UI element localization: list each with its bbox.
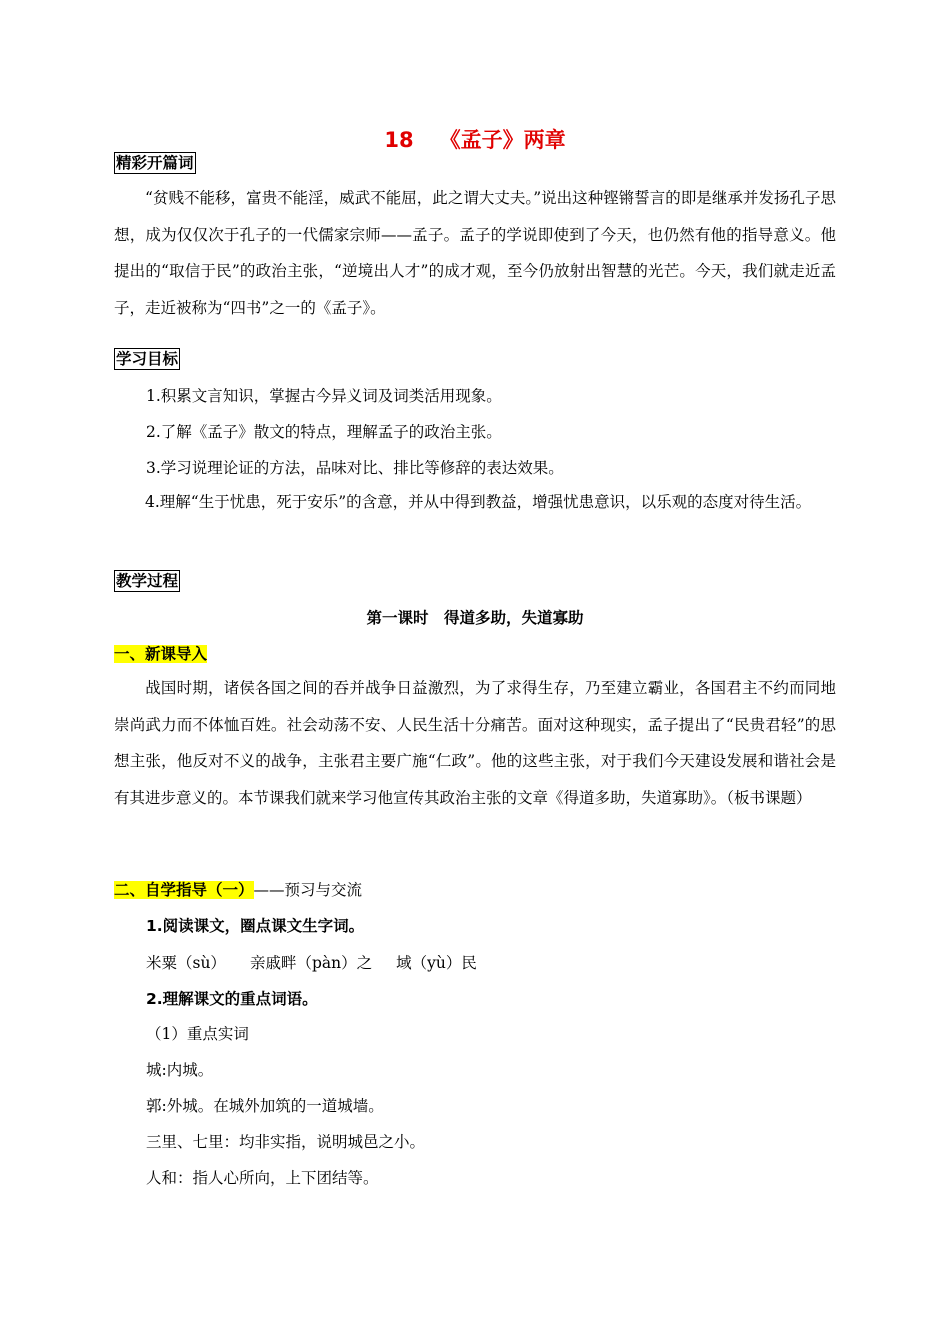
part1-paragraph <box>114 670 836 816</box>
part2-heading-text: 二、自学指导（一） <box>114 881 254 899</box>
part2-subheading: （1）重点实词 <box>146 1025 249 1043</box>
part2-heading-suffix: ——预习与交流 <box>253 881 363 899</box>
vocab-word: 亲戚畔（pàn）之 <box>249 954 373 972</box>
lesson-title: 第一课时 得道多助，失道寡助 <box>366 609 584 627</box>
vocab-word: 米粟（sù） <box>146 954 226 972</box>
vocab-words-row <box>146 953 477 973</box>
document-title <box>0 124 950 154</box>
opening-text: “贫贱不能移，富贵不能淫，威武不能屈，此之谓大丈夫。”说出这种铿锵誓言的即是继承并发扬孔子思想，成为仅仅次于孔子的一代儒家宗师——孟子。孟子的学说即使到了今天，也仍然有他的指导意义。他提出的“取信于民”的政治主张，“逆境出人才”的成才观，至今仍放射出智慧的光芒。今天，我们就走近孟子，走近被称为“四书”之一的《孟子》。 <box>114 189 836 317</box>
section-heading-process: 教学过程 <box>116 572 179 590</box>
vocab-word: 域（yù）民 <box>396 954 477 972</box>
section-heading-opening: 精彩开篇词 <box>116 154 194 172</box>
goal-item-text: 4.理解“生于忧患，死于安乐”的含意，并从中得到教益，增强忧患意识，以乐观的态度对待生活。 <box>145 493 812 511</box>
part2-item2: 2.理解课文的重点词语。 <box>146 990 318 1008</box>
goal-item: 1.积累文言知识，掌握古今异义词及词类活用现象。 <box>146 387 502 405</box>
chapter-number: 18 <box>384 128 414 152</box>
definition-item: 三里、七里：均非实指，说明城邑之小。 <box>146 1133 426 1151</box>
goal-item <box>114 484 836 521</box>
part1-heading-text: 一、新课导入 <box>114 645 208 663</box>
goal-item: 3.学习说理论证的方法，品味对比、排比等修辞的表达效果。 <box>146 459 564 477</box>
part1-heading <box>114 644 207 664</box>
part1-text: 战国时期，诸侯各国之间的吞并战争日益激烈，为了求得生存，乃至建立霸业，各国君主不约而同地崇尚武力而不体恤百姓。社会动荡不安、人民生活十分痛苦。面对这种现实，孟子提出了“民贵君轻”的思想主张，他反对不义的战争，主张君主要广施“仁政”。他的这些主张，对于我们今天建设发展和谐社会是有其进步意义的。本节课我们就来学习他宣传其政治主张的文章《得道多助，失道寡助》。（板书课题） <box>114 679 836 807</box>
definition-item: 郭:外城。在城外加筑的一道城墙。 <box>146 1097 384 1115</box>
goal-item: 2.了解《孟子》散文的特点，理解孟子的政治主张。 <box>146 423 502 441</box>
section-heading-goals: 学习目标 <box>116 350 179 368</box>
definition-item: 城:内城。 <box>146 1061 214 1079</box>
chapter-title: 《孟子》两章 <box>439 128 566 152</box>
part2-heading <box>114 880 362 900</box>
definition-item: 人和：指人心所向，上下团结等。 <box>146 1169 379 1187</box>
part2-item1: 1.阅读课文，圈点课文生字词。 <box>146 917 365 935</box>
opening-paragraph <box>114 180 836 326</box>
